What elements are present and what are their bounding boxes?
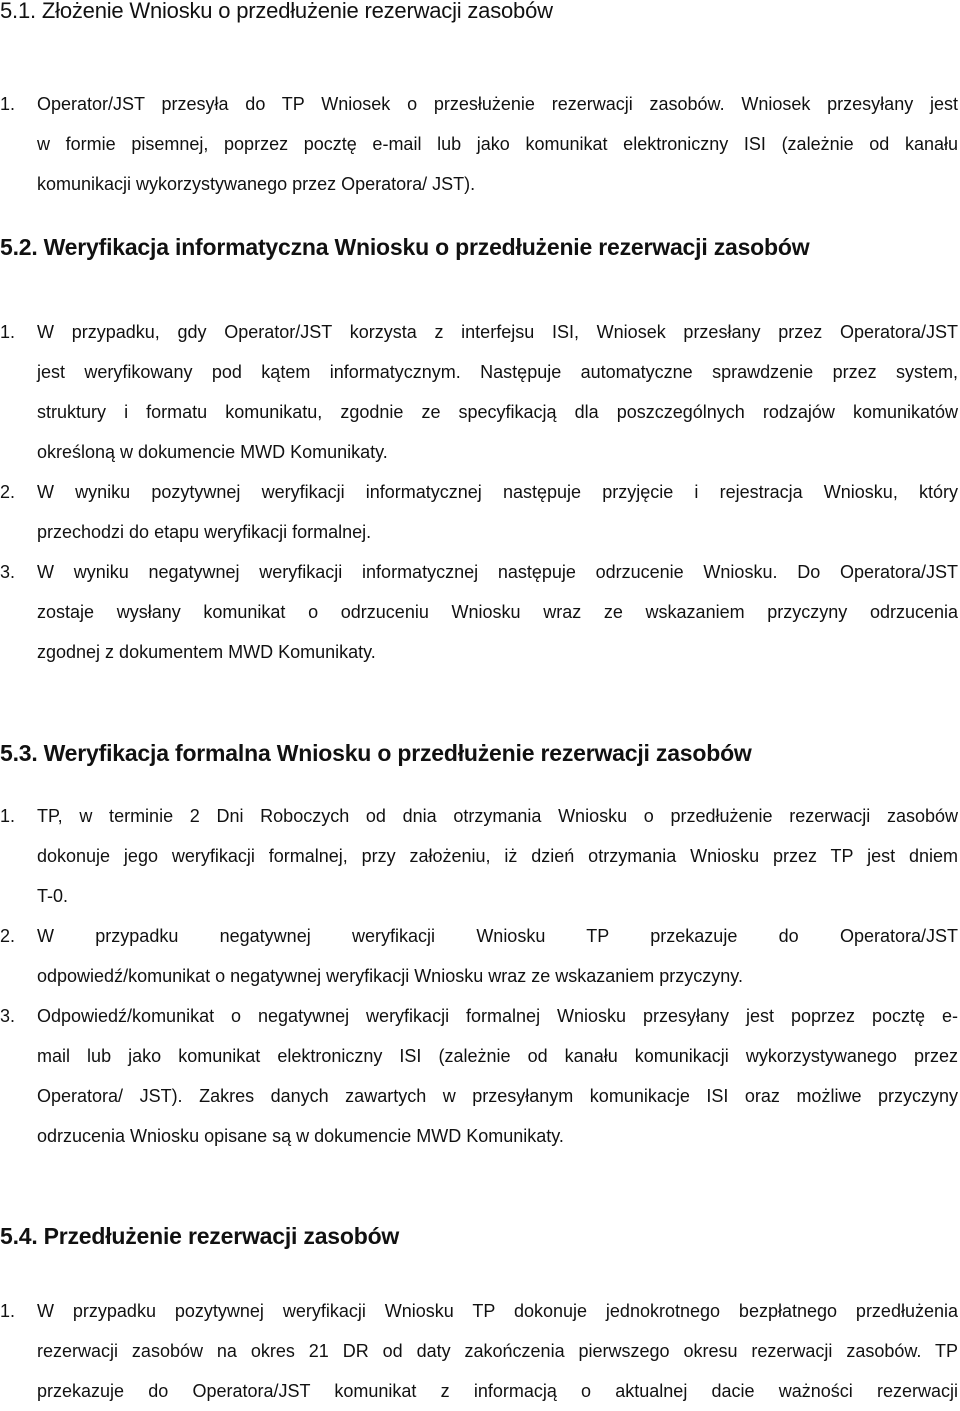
list-item-5-3-3 — [0, 996, 958, 1156]
list-item-5-3-1 — [0, 796, 958, 916]
section-number: 5.1. — [0, 0, 36, 23]
item-line: komunikacji wykorzystywanego przez Operatora/ JST). — [37, 174, 476, 194]
item-number: 1. — [0, 806, 16, 826]
item-line: w formie pisemnej, poprzez pocztę e-mail lub jako komunikat elektroniczny ISI (zależnie od kanału — [37, 134, 958, 154]
item-number: 1. — [0, 322, 16, 342]
list-item-5-1-1 — [0, 84, 958, 204]
item-line: struktury i formatu komunikatu, zgodnie ze specyfikacją dla poszczególnych rodzajów komunikatów — [37, 402, 958, 422]
item-line: TP, w terminie 2 Dni Roboczych od dnia otrzymania Wniosku o przedłużenie rezerwacji zasobów — [37, 806, 958, 826]
item-number: 2. — [0, 482, 16, 502]
list-item-5-2-1 — [0, 312, 958, 472]
section-number: 5.2. — [0, 234, 38, 260]
item-line: przechodzi do etapu weryfikacji formalnej. — [37, 522, 372, 542]
item-line: T-0. — [37, 886, 69, 906]
section-number: 5.3. — [0, 740, 38, 766]
item-line: mail lub jako komunikat elektroniczny ISI (zależnie od kanału komunikacji wykorzystywanego przez — [37, 1046, 958, 1066]
list-item-5-2-3 — [0, 552, 958, 672]
item-line: odrzucenia Wniosku opisane są w dokumencie MWD Komunikaty. — [37, 1126, 564, 1146]
item-line: przekazuje do Operatora/JST komunikat z informacją o aktualnej dacie ważności rezerwacji — [37, 1381, 958, 1401]
item-line: dokonuje jego weryfikacji formalnej, przy założeniu, iż dzień otrzymania Wniosku przez TP jest dniem — [37, 846, 958, 866]
section-title: Weryfikacja informatyczna Wniosku o przedłużenie rezerwacji zasobów — [43, 234, 810, 260]
item-line: zostaje wysłany komunikat o odrzuceniu Wniosku wraz ze wskazaniem przyczyny odrzucenia — [37, 602, 958, 622]
list-item-5-2-2 — [0, 472, 958, 552]
item-number: 1. — [0, 94, 16, 114]
item-number: 3. — [0, 562, 16, 582]
item-line: rezerwacji zasobów na okres 21 DR od daty zakończenia pierwszego okresu rezerwacji zasobów. TP — [37, 1341, 958, 1361]
item-line: W wyniku negatywnej weryfikacji informatycznej następuje odrzucenie Wniosku. Do Operatora/JST — [37, 562, 958, 582]
list-item-5-3-2 — [0, 916, 958, 996]
section-heading-5-1 — [0, 0, 553, 26]
item-line: Operator/JST przesyła do TP Wniosek o przesłużenie rezerwacji zasobów. Wniosek przesyłany jest — [37, 94, 958, 114]
item-line: jest weryfikowany pod kątem informatycznym. Następuje automatyczne sprawdzenie przez system, — [37, 362, 958, 382]
item-line: W przypadku, gdy Operator/JST korzysta z interfejsu ISI, Wniosek przesłany przez Operatora/JST — [37, 322, 958, 342]
item-number: 1. — [0, 1301, 16, 1321]
section-number: 5.4. — [0, 1223, 38, 1249]
list-item-5-4-1 — [0, 1291, 958, 1411]
item-line: odpowiedź/komunikat o negatywnej weryfikacji Wniosku wraz ze wskazaniem przyczyny. — [37, 966, 743, 986]
section-title: Złożenie Wniosku o przedłużenie rezerwacji zasobów — [41, 0, 553, 23]
item-line: W przypadku negatywnej weryfikacji Wniosku TP przekazuje do Operatora/JST — [37, 926, 958, 946]
section-heading-5-3 — [0, 738, 752, 768]
item-line: zgodnej z dokumentem MWD Komunikaty. — [37, 642, 376, 662]
item-number: 2. — [0, 926, 16, 946]
section-heading-5-4 — [0, 1221, 399, 1251]
item-line: W przypadku pozytywnej weryfikacji Wniosku TP dokonuje jednokrotnego bezpłatnego przedłużenia — [37, 1301, 958, 1321]
item-line: Operatora/ JST). Zakres danych zawartych w przesyłanym komunikacje ISI oraz możliwe przyczyny — [37, 1086, 958, 1106]
item-line: W wyniku pozytywnej weryfikacji informatycznej następuje przyjęcie i rejestracja Wniosku, który — [37, 482, 958, 502]
section-heading-5-2 — [0, 232, 809, 262]
section-title: Przedłużenie rezerwacji zasobów — [43, 1223, 400, 1249]
item-line: określoną w dokumencie MWD Komunikaty. — [37, 442, 388, 462]
section-title: Weryfikacja formalna Wniosku o przedłużenie rezerwacji zasobów — [43, 740, 752, 766]
item-number: 3. — [0, 1006, 16, 1026]
item-line: Odpowiedź/komunikat o negatywnej weryfikacji formalnej Wniosku przesyłany jest poprzez pocztę e- — [37, 1006, 958, 1026]
